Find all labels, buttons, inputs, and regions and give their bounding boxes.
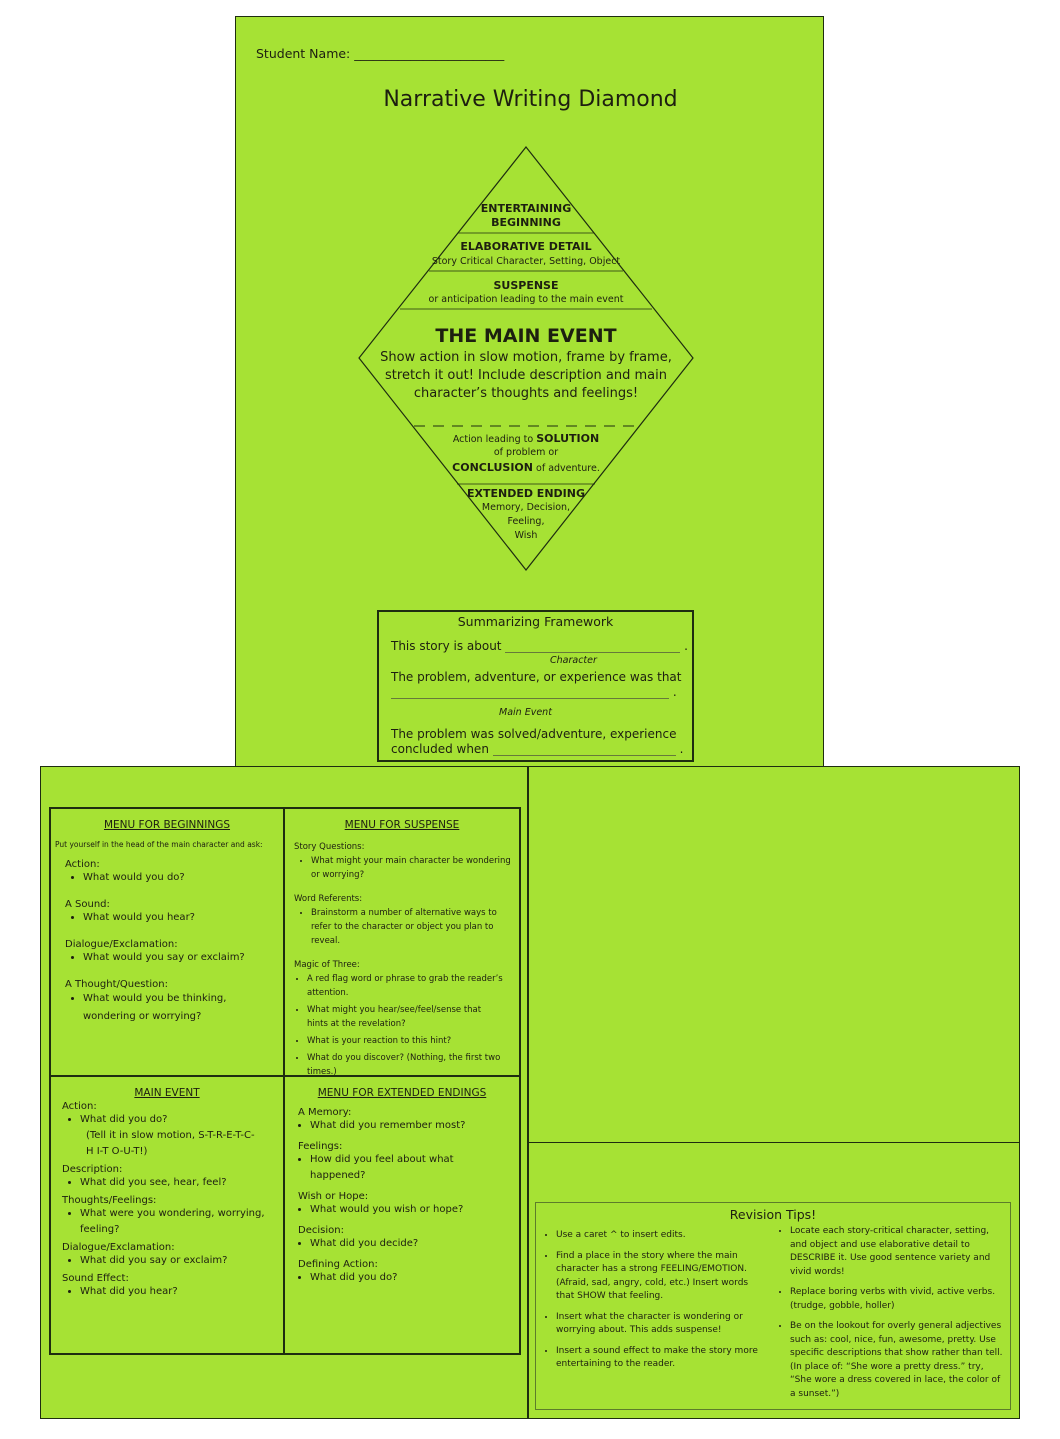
list-item: • What would you do? bbox=[83, 870, 283, 886]
list-item: • What would you wish or hope? bbox=[310, 1202, 505, 1218]
main-event-line-1: Show action in slow motion, frame by frame, bbox=[380, 350, 672, 365]
summary-line-3b-text: concluded when bbox=[391, 742, 489, 756]
period-2: . bbox=[672, 685, 677, 699]
action-leading-line bbox=[396, 432, 656, 445]
entertaining-label: ENTERTAINING bbox=[480, 202, 572, 215]
list-item: • What would you say or exclaim? bbox=[83, 950, 283, 966]
revision-left-column bbox=[542, 1229, 762, 1379]
list-item: • Locate each story-critical character, setting, and object and use elaborative detail to DESCRIBE it. Use good sentence variety and vivid words! bbox=[790, 1225, 1008, 1279]
period-1: . bbox=[684, 639, 688, 653]
list-item: • Insert what the character is wondering or worrying about. This adds suspense! bbox=[556, 1311, 762, 1338]
summary-title: Summarizing Framework bbox=[457, 614, 614, 629]
list-item: • What did you do? bbox=[310, 1270, 505, 1286]
main-event-line-3: character’s thoughts and feelings! bbox=[413, 386, 639, 401]
main-event-blank-line bbox=[391, 685, 677, 699]
list-item: • What might your main character be wondering or worrying? bbox=[311, 854, 515, 882]
list-item: • Brainstorm a number of alternative ways to refer to the character or object you plan to reveal. bbox=[311, 906, 515, 948]
menu-beginnings bbox=[51, 809, 283, 1075]
list-item: • What did you hear? bbox=[80, 1284, 271, 1300]
list-item: • Replace boring verbs with vivid, active verbs. (trudge, gobble, holler) bbox=[790, 1286, 1008, 1313]
conclusion-blank[interactable] bbox=[493, 755, 676, 756]
beginnings-group-label: Dialogue/Exclamation: bbox=[65, 939, 178, 950]
action-prefix: Action leading to bbox=[452, 434, 534, 445]
endings-group-label: A Memory: bbox=[298, 1107, 352, 1118]
beginning-label: BEGINNING bbox=[491, 216, 561, 229]
beginnings-group-label: A Thought/Question: bbox=[65, 979, 168, 990]
endings-group-label: Defining Action: bbox=[298, 1259, 378, 1270]
conclusion-word: CONCLUSION bbox=[452, 461, 533, 474]
period-3: . bbox=[679, 742, 684, 756]
of-adventure: of adventure. bbox=[536, 463, 600, 474]
list-item: • Be on the lookout for overly general adjectives such as: cool, nice, fun, awesome, pretty. Use specific descriptions that show rather than tell. (In place of: “She wore a pretty dress.” try, “She wore a dress covered in lace, the color of a sunset.”) bbox=[790, 1320, 1008, 1401]
character-blank[interactable] bbox=[505, 652, 680, 653]
list-item: • Use a caret ^ to insert edits. bbox=[556, 1229, 762, 1243]
summary-line-3a: The problem was solved/adventure, experience bbox=[391, 727, 677, 741]
list-item: • What were you wondering, worrying, feeling? bbox=[80, 1206, 271, 1238]
list-item: • A red flag word or phrase to grab the reader’s attention. bbox=[307, 972, 503, 1000]
extended-line-3: Wish bbox=[514, 530, 538, 541]
main-event-group-label: Dialogue/Exclamation: bbox=[62, 1242, 175, 1253]
page-title: Narrative Writing Diamond bbox=[383, 87, 678, 112]
revision-right-column bbox=[776, 1225, 1008, 1408]
summarizing-framework bbox=[377, 610, 694, 762]
right-fold-line bbox=[528, 1142, 1020, 1143]
menu-suspense bbox=[285, 809, 519, 1075]
menu-page bbox=[40, 766, 1020, 1419]
elaborative-title: ELABORATIVE DETAIL bbox=[460, 240, 592, 253]
list-item: • What would you hear? bbox=[83, 910, 283, 926]
extended-line-2: Feeling, bbox=[507, 516, 545, 527]
list-item: • Find a place in the story where the main character has a strong FEELING/EMOTION. (Afraid, sad, angry, cold, etc.) Insert words that SHOW that feeling. bbox=[556, 1250, 762, 1304]
list-item: • What did you see, hear, feel? bbox=[80, 1175, 271, 1191]
main-event-title: THE MAIN EVENT bbox=[435, 325, 617, 347]
list-item: • What did you say or exclaim? bbox=[80, 1253, 271, 1269]
beginnings-group-label: A Sound: bbox=[65, 899, 110, 910]
extended-ending-title: EXTENDED ENDING bbox=[466, 487, 585, 500]
list-item: • What is your reaction to this hint? bbox=[307, 1034, 503, 1048]
suspense-group-label: Word Referents: bbox=[294, 894, 363, 904]
summary-line-1 bbox=[391, 639, 688, 653]
summary-line-1-text: This story is about bbox=[391, 639, 502, 653]
suspense-sub: or anticipation leading to the main event bbox=[428, 294, 624, 305]
revision-tips bbox=[535, 1202, 1011, 1410]
list-item: • What would you be thinking, wondering or worrying? bbox=[83, 990, 253, 1026]
endings-group-label: Feelings: bbox=[298, 1141, 343, 1152]
conclusion-line bbox=[396, 461, 656, 474]
beginnings-intro: Put yourself in the head of the main character and ask: bbox=[55, 840, 263, 849]
list-item: • What did you decide? bbox=[310, 1236, 505, 1252]
student-name-label: Student Name: ________________________ bbox=[256, 46, 505, 61]
list-item: • Insert a sound effect to make the story more entertaining to the reader. bbox=[556, 1345, 762, 1372]
main-event-group-label: Thoughts/Feelings: bbox=[62, 1195, 157, 1206]
endings-title: MENU FOR EXTENDED ENDINGS bbox=[317, 1087, 487, 1099]
summary-line-2: The problem, adventure, or experience was that bbox=[391, 670, 682, 684]
list-item: • How did you feel about what happened? bbox=[310, 1152, 493, 1184]
main-event-group-label: Sound Effect: bbox=[62, 1273, 129, 1284]
suspense-group-label: Story Questions: bbox=[294, 842, 365, 852]
character-caption: Character bbox=[550, 655, 597, 666]
suspense-menu-title: MENU FOR SUSPENSE bbox=[344, 819, 460, 831]
list-item: • What did you remember most? bbox=[310, 1118, 505, 1134]
endings-group-label: Wish or Hope: bbox=[298, 1191, 369, 1202]
elaborative-sub: Story Critical Character, Setting, Object bbox=[431, 256, 621, 267]
list-item: • What do you discover? (Nothing, the first two times.) bbox=[307, 1051, 503, 1079]
list-item: • What might you hear/see/feel/sense that hints at the revelation? bbox=[307, 1003, 503, 1031]
main-event-blank[interactable] bbox=[391, 698, 669, 699]
beginnings-group-label: Action: bbox=[65, 859, 100, 870]
suspense-title: SUSPENSE bbox=[493, 279, 559, 292]
of-problem: of problem or bbox=[493, 447, 559, 458]
endings-group-label: Decision: bbox=[298, 1225, 344, 1236]
menu-grid bbox=[49, 807, 521, 1355]
list-item: • What did you do? bbox=[80, 1112, 271, 1128]
menu-main-event bbox=[51, 1077, 283, 1353]
solution-word: SOLUTION bbox=[536, 432, 600, 445]
main-event-menu-title: MAIN EVENT bbox=[134, 1087, 200, 1099]
main-event-group-label: Action: bbox=[62, 1101, 97, 1112]
suspense-group-label: Magic of Three: bbox=[294, 960, 360, 970]
summary-line-3b bbox=[391, 742, 683, 756]
menu-extended-endings bbox=[285, 1077, 519, 1353]
beginnings-title: MENU FOR BEGINNINGS bbox=[103, 819, 231, 831]
main-event-group-label: Description: bbox=[62, 1164, 123, 1175]
center-fold-line bbox=[527, 767, 529, 1418]
revision-title: Revision Tips! bbox=[729, 1207, 817, 1222]
main-event-caption: Main Event bbox=[499, 707, 552, 718]
extended-line-1: Memory, Decision, bbox=[481, 502, 571, 513]
diamond-page bbox=[235, 16, 824, 768]
stretch-note: (Tell it in slow motion, S-T-R-E-T-C-H I-T O-U-T!) bbox=[86, 1130, 255, 1157]
main-event-line-2: stretch it out! Include description and main bbox=[385, 368, 667, 383]
